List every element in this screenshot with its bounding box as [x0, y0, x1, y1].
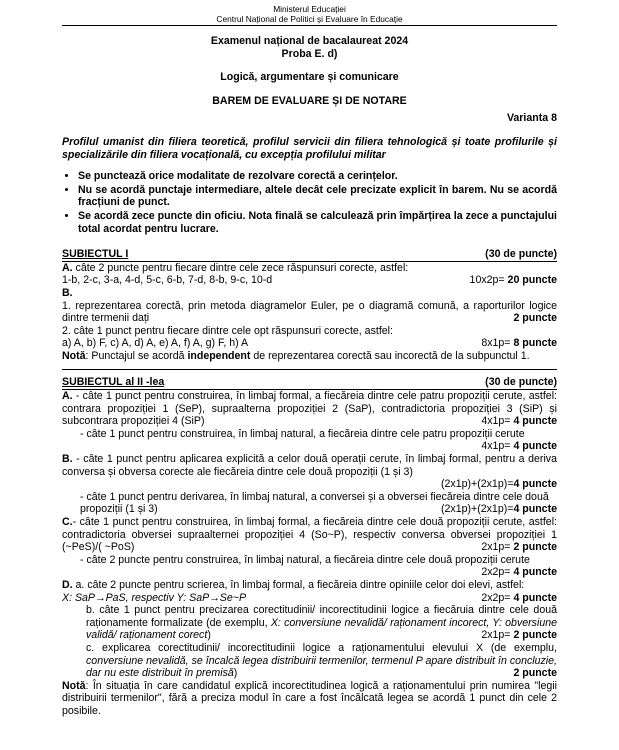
- s2-db-text: b. câte 1 punct pentru precizarea corectitudinii/ incorectitudinii logice a fiecăruia dintre cele două raționamente formalizate (de exemplu, X: conversiune nevalidă/ raționament incorect, Y: obversiune validă/ raționament corect): [86, 604, 557, 642]
- s2-da-formula: X: SaP→PaS, respectiv Y: SaP→Se~P: [62, 591, 247, 604]
- rule-item: • Nu se acordă punctaje intermediare, altele decât cele precizate explicit în barem. Nu se acordă fracțiuni de punct.: [78, 184, 557, 209]
- s2-b1-score: (2x1p)+(2x1p)=4 puncte: [441, 478, 557, 491]
- s2-da-row: [62, 592, 557, 605]
- general-rules: [62, 170, 557, 235]
- section-1-header: [62, 248, 557, 262]
- s2-c2-text: - câte 2 puncte pentru construirea, în limbaj natural, a fiecăreia dintre cele două propoziții cerute: [80, 553, 530, 566]
- section-1-title: SUBIECTUL I: [62, 248, 129, 261]
- section-2-title: SUBIECTUL al II -lea: [62, 376, 165, 389]
- s1-a-answers-row: [62, 274, 557, 287]
- s1-b2-answers-row: [62, 337, 557, 350]
- variant-label: Varianta 8: [506, 112, 557, 125]
- s2-da-text: D. a. câte 2 puncte pentru scrierea, în limbaj formal, a fiecăreia dintre opiniile celor doi elevi, astfel:: [62, 578, 525, 591]
- s2-dc-text: c. explicarea corectitudinii/ incorectitudinii logice a raționamentului elevului X (de exemplu, conversiune nevalidă, se încalcă legea distribuirii termenilor, termenul P apare distribuit în concluzie, dar nu este distribuit în premisă): [86, 641, 557, 680]
- s2-note: Notă: În situația în care candidatul explică incorectitudinea logică a raționamentului prin numirea "legii distribuirii termenilor", fără a preciza modul în care a fost încălcată legea se acordă 1 punct din cele 2 posibile.: [62, 679, 557, 717]
- s1-a-score: 10x2p= 20 puncte: [469, 274, 557, 287]
- s2-db-score: 2x1p= 2 puncte: [481, 629, 557, 642]
- s1-note: Notă: Punctajul se acordă independent de reprezentarea corectă sau incorectă de la subpunctul 1.: [62, 349, 530, 362]
- section-2-header: [62, 376, 557, 390]
- rule-item: • Se acordă zece puncte din oficiu. Nota finală se calculează prin împărțirea la zece a punctajului total acordat pentru lucrare.: [78, 210, 557, 235]
- s1-a-answers: 1-b, 2-c, 3-a, 4-d, 5-c, 6-b, 7-d, 8-b, 9-c, 10-d: [62, 274, 273, 287]
- s2-a2-score: 4x1p= 4 puncte: [481, 440, 557, 453]
- header-divider: [62, 25, 557, 26]
- subject-title: Logică, argumentare și comunicare: [220, 71, 399, 84]
- proba-title: Proba E. d): [281, 47, 338, 60]
- rule-item: • Se punctează orice modalitate de rezolvare corectă a cerințelor.: [78, 170, 557, 183]
- section-1-points: (30 de puncte): [485, 248, 557, 261]
- s2-a1-text: A. - câte 1 punct pentru construirea, în limbaj formal, a fiecăreia dintre cele patru propoziții cerute, astfel: contrara propoziției 1 (SeP), supraalterna propoziției 2 (SaP), contradictoria propoziției 3 (SiP) și subcontrara propoziției 4 (SiP): [62, 390, 557, 428]
- barem-title: BAREM DE EVALUARE ȘI DE NOTARE: [212, 94, 407, 107]
- ministry-name: Ministerul Educației: [273, 4, 346, 14]
- profile-statement: Profilul umanist din filiera teoretică, profilul servicii din filiera tehnologică și toate profilurile și specializările din filiera vocațională, cu excepția profilului militar: [62, 135, 557, 161]
- s1-b1-text: 1. reprezentarea corectă, prin metoda diagramelor Euler, pe o diagramă comună, a raporturilor logice dintre termenii dați: [62, 299, 557, 325]
- s1-a-text: A. câte 2 puncte pentru fiecare dintre cele zece răspunsuri corecte, astfel:: [62, 261, 409, 274]
- section-2-points: (30 de puncte): [485, 376, 557, 389]
- s2-c1-score: 2x1p= 2 puncte: [481, 541, 557, 554]
- s2-b2-text: - câte 1 punct pentru derivarea, în limbaj natural, a conversei și a obversei fiecăreia dintre cele două propoziții (1 și 3): [80, 490, 549, 516]
- s1-b2-answers: a) A, b) F, c) A, d) A, e) A, f) A, g) F, h) A: [62, 337, 249, 350]
- s2-c1-text: C.- câte 1 punct pentru construirea, în limbaj formal, a fiecăreia dintre cele două propoziții cerute, astfel: contradictoria obversei supraalternei propoziției 4 (So~P), respectiv conversa obversei propoziției 1 (~PeS)/( ~PoS): [62, 516, 557, 554]
- s1-b1-score: 2 puncte: [513, 312, 557, 325]
- s2-a2-text: - câte 1 punct pentru construirea, în limbaj natural, a fiecăreia dintre cele patru propoziții cerute: [80, 427, 525, 440]
- s2-b2-score: (2x1p)+(2x1p)=4 puncte: [441, 503, 557, 516]
- section-divider: [62, 369, 557, 370]
- s1-b2-text: 2. câte 1 punct pentru fiecare dintre cele opt răspunsuri corecte, astfel:: [62, 324, 393, 337]
- s2-da-score: 2x2p= 4 puncte: [481, 591, 557, 604]
- s2-c2-score: 2x2p= 4 puncte: [481, 566, 557, 579]
- s2-dc-score: 2 puncte: [513, 667, 557, 680]
- s2-a1-score: 4x1p= 4 puncte: [481, 415, 557, 428]
- exam-title: Examenul național de bacalaureat 2024: [210, 35, 409, 47]
- center-name: Centrul Național de Politici și Evaluare în Educație: [216, 14, 403, 24]
- s1-b-label: B.: [62, 286, 73, 299]
- s2-b1-text: B. - câte 1 punct pentru aplicarea explicită a celor două operații cerute, în limbaj formal, pentru a deriva conversa și obversa corecte ale fiecăreia dintre cele două propoziții (1 și 3): [62, 453, 557, 478]
- s1-b2-score: 8x1p= 8 puncte: [481, 337, 557, 350]
- page-header: [62, 4, 557, 24]
